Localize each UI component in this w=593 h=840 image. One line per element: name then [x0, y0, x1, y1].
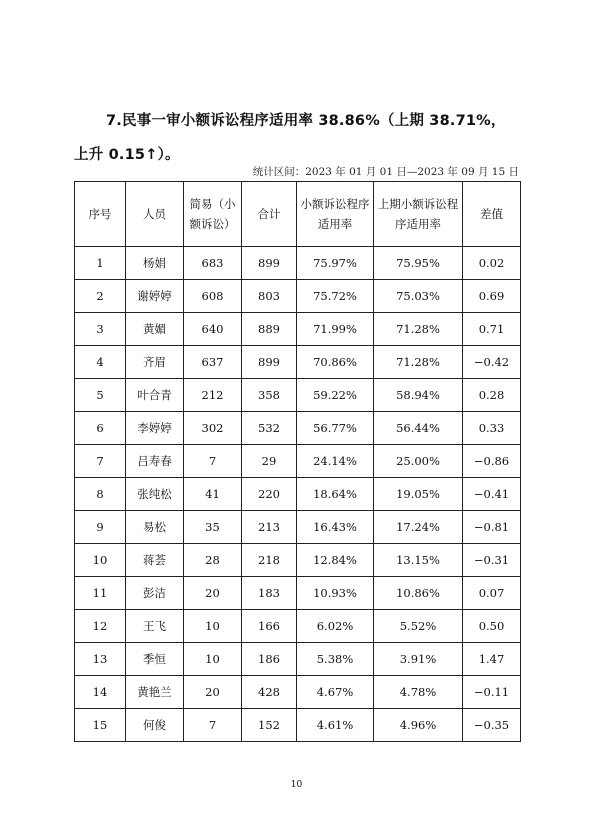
cell-previous-rate: 58.94%: [374, 379, 463, 412]
table-row: [75, 313, 521, 346]
header-person: 人员: [126, 182, 184, 247]
cell-difference: −0.41: [463, 478, 521, 511]
header-index: 序号: [75, 182, 126, 247]
cell-difference: 0.28: [463, 379, 521, 412]
cell-person: 易松: [126, 511, 184, 544]
cell-index: 4: [75, 346, 126, 379]
cell-rate: 10.93%: [297, 577, 374, 610]
cell-previous-rate: 56.44%: [374, 412, 463, 445]
statistics-range: 统计区间：2023 年 01 月 01 日—2023 年 09 月 15 日: [252, 166, 519, 178]
table-row: [75, 346, 521, 379]
cell-total: 532: [242, 412, 297, 445]
header-simple-small: 简易（小额诉讼）: [184, 182, 242, 247]
cell-simple-small: 10: [184, 643, 242, 676]
cell-index: 15: [75, 709, 126, 742]
cell-total: 218: [242, 544, 297, 577]
cell-simple-small: 640: [184, 313, 242, 346]
cell-previous-rate: 75.95%: [374, 247, 463, 280]
cell-previous-rate: 4.96%: [374, 709, 463, 742]
cell-difference: −0.81: [463, 511, 521, 544]
cell-person: 黄媚: [126, 313, 184, 346]
table-row: [75, 445, 521, 478]
table-header-row: [75, 182, 521, 247]
cell-total: 213: [242, 511, 297, 544]
cell-person: 季恒: [126, 643, 184, 676]
cell-index: 3: [75, 313, 126, 346]
cell-total: 803: [242, 280, 297, 313]
cell-total: 186: [242, 643, 297, 676]
cell-person: 彭洁: [126, 577, 184, 610]
table-row: [75, 610, 521, 643]
cell-rate: 70.86%: [297, 346, 374, 379]
cell-index: 5: [75, 379, 126, 412]
cell-rate: 16.43%: [297, 511, 374, 544]
cell-difference: −0.11: [463, 676, 521, 709]
header-difference: 差值: [463, 182, 521, 247]
table-row: [75, 412, 521, 445]
cell-total: 899: [242, 247, 297, 280]
cell-rate: 24.14%: [297, 445, 374, 478]
cell-simple-small: 35: [184, 511, 242, 544]
cell-simple-small: 41: [184, 478, 242, 511]
cell-simple-small: 637: [184, 346, 242, 379]
cell-simple-small: 28: [184, 544, 242, 577]
cell-total: 358: [242, 379, 297, 412]
cell-person: 张纯松: [126, 478, 184, 511]
table-row: [75, 544, 521, 577]
cell-previous-rate: 19.05%: [374, 478, 463, 511]
table-row: [75, 379, 521, 412]
cell-person: 王飞: [126, 610, 184, 643]
cell-rate: 4.61%: [297, 709, 374, 742]
cell-rate: 56.77%: [297, 412, 374, 445]
cell-rate: 59.22%: [297, 379, 374, 412]
cell-simple-small: 302: [184, 412, 242, 445]
page-number: 10: [290, 780, 303, 790]
table-row: [75, 280, 521, 313]
cell-difference: 0.33: [463, 412, 521, 445]
cell-rate: 4.67%: [297, 676, 374, 709]
cell-total: 428: [242, 676, 297, 709]
cell-simple-small: 7: [184, 709, 242, 742]
cell-rate: 6.02%: [297, 610, 374, 643]
cell-index: 12: [75, 610, 126, 643]
cell-total: 899: [242, 346, 297, 379]
header-previous-rate: 上期小额诉讼程序适用率: [374, 182, 463, 247]
cell-person: 叶合青: [126, 379, 184, 412]
cell-total: 166: [242, 610, 297, 643]
cell-index: 1: [75, 247, 126, 280]
cell-rate: 5.38%: [297, 643, 374, 676]
cell-previous-rate: 5.52%: [374, 610, 463, 643]
cell-previous-rate: 3.91%: [374, 643, 463, 676]
cell-simple-small: 608: [184, 280, 242, 313]
table-row: [75, 247, 521, 280]
cell-simple-small: 212: [184, 379, 242, 412]
cell-previous-rate: 4.78%: [374, 676, 463, 709]
cell-difference: −0.31: [463, 544, 521, 577]
cell-index: 7: [75, 445, 126, 478]
cell-total: 220: [242, 478, 297, 511]
cell-total: 183: [242, 577, 297, 610]
cell-person: 黄艳兰: [126, 676, 184, 709]
cell-simple-small: 683: [184, 247, 242, 280]
table-row: [75, 478, 521, 511]
cell-rate: 12.84%: [297, 544, 374, 577]
cell-simple-small: 10: [184, 610, 242, 643]
cell-difference: −0.42: [463, 346, 521, 379]
cell-index: 11: [75, 577, 126, 610]
section-heading: 7.民事一审小额诉讼程序适用率 38.86%（上期 38.71%，上升 0.15↑）。: [74, 113, 506, 163]
cell-difference: 0.69: [463, 280, 521, 313]
header-total: 合计: [242, 182, 297, 247]
cell-index: 2: [75, 280, 126, 313]
cell-rate: 75.97%: [297, 247, 374, 280]
cell-previous-rate: 25.00%: [374, 445, 463, 478]
cell-simple-small: 20: [184, 577, 242, 610]
cell-rate: 71.99%: [297, 313, 374, 346]
table-row: [75, 676, 521, 709]
header-rate: 小额诉讼程序适用率: [297, 182, 374, 247]
cell-index: 6: [75, 412, 126, 445]
cell-index: 8: [75, 478, 126, 511]
cell-previous-rate: 75.03%: [374, 280, 463, 313]
cell-person: 李婷婷: [126, 412, 184, 445]
cell-person: 谢婷婷: [126, 280, 184, 313]
cell-difference: 0.02: [463, 247, 521, 280]
cell-previous-rate: 10.86%: [374, 577, 463, 610]
cell-rate: 75.72%: [297, 280, 374, 313]
cell-total: 29: [242, 445, 297, 478]
small-claims-rate-table: [74, 181, 521, 742]
cell-index: 9: [75, 511, 126, 544]
cell-simple-small: 7: [184, 445, 242, 478]
cell-previous-rate: 71.28%: [374, 313, 463, 346]
cell-difference: 0.50: [463, 610, 521, 643]
cell-simple-small: 20: [184, 676, 242, 709]
cell-difference: 0.71: [463, 313, 521, 346]
cell-index: 13: [75, 643, 126, 676]
cell-person: 蒋荟: [126, 544, 184, 577]
table-row: [75, 709, 521, 742]
cell-previous-rate: 17.24%: [374, 511, 463, 544]
cell-person: 吕寿春: [126, 445, 184, 478]
cell-person: 齐眉: [126, 346, 184, 379]
cell-previous-rate: 71.28%: [374, 346, 463, 379]
cell-index: 14: [75, 676, 126, 709]
cell-previous-rate: 13.15%: [374, 544, 463, 577]
cell-difference: −0.86: [463, 445, 521, 478]
cell-total: 889: [242, 313, 297, 346]
cell-index: 10: [75, 544, 126, 577]
cell-difference: 1.47: [463, 643, 521, 676]
table-row: [75, 643, 521, 676]
cell-difference: −0.35: [463, 709, 521, 742]
cell-person: 何俊: [126, 709, 184, 742]
cell-rate: 18.64%: [297, 478, 374, 511]
cell-person: 杨娟: [126, 247, 184, 280]
cell-difference: 0.07: [463, 577, 521, 610]
table-row: [75, 511, 521, 544]
table-row: [75, 577, 521, 610]
cell-total: 152: [242, 709, 297, 742]
